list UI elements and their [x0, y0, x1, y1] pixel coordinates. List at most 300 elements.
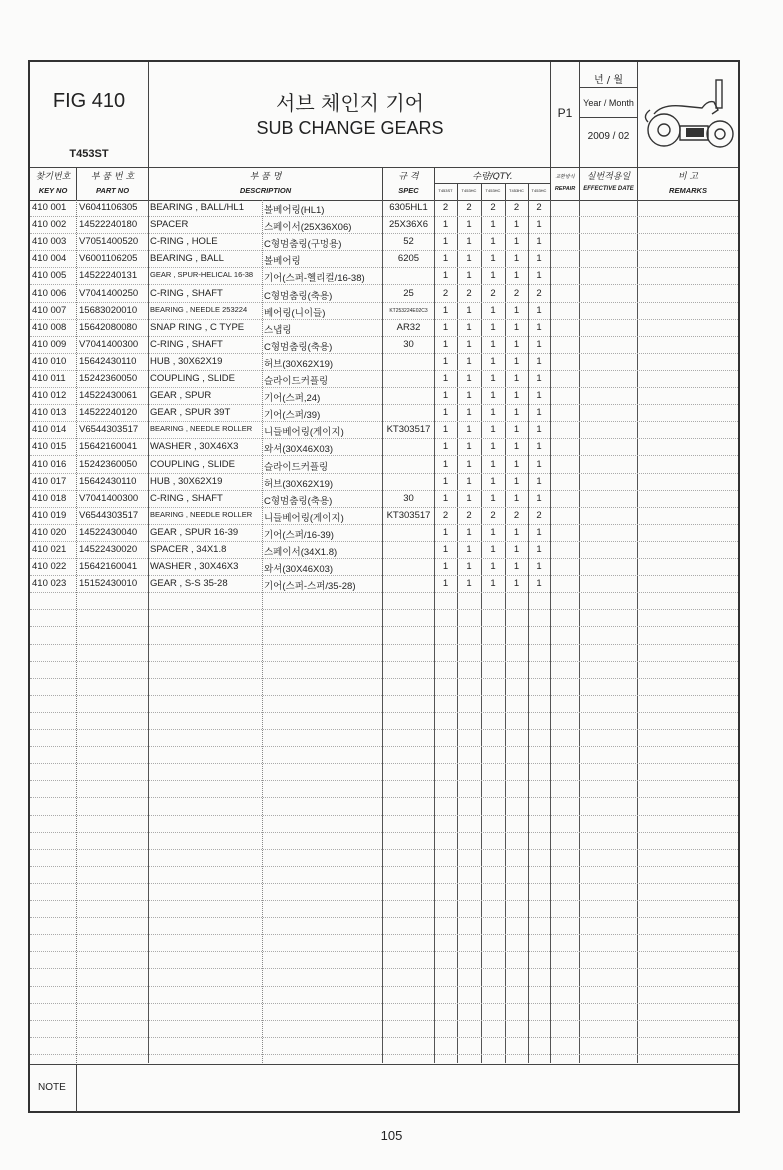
table-row [30, 593, 738, 610]
figure-number: FIG 410 [52, 90, 126, 112]
qty-value: 1 [490, 321, 496, 333]
part-no-header-ko: 부 품 번 호 [90, 172, 135, 182]
description-ko: 허브(30X62X19) [264, 358, 334, 370]
qty-value: 1 [513, 253, 520, 265]
qty-value: 1 [536, 526, 542, 538]
table-row [30, 730, 738, 747]
qty-value: 1 [490, 441, 496, 453]
table-row [30, 576, 738, 593]
qty-value: 1 [490, 578, 496, 590]
table-row [30, 559, 738, 576]
table-row [30, 405, 738, 422]
spec: AR32 [396, 321, 421, 333]
description-ko: 와셔(30X46X03) [264, 564, 334, 576]
table-row [30, 884, 738, 901]
qty-value: 1 [442, 321, 449, 333]
repair-header: REPAIR [554, 186, 576, 192]
qty-value: 1 [466, 373, 472, 384]
table-row [30, 354, 738, 371]
qty-value: 1 [536, 304, 542, 316]
qty-model-2: T453HC [461, 188, 477, 193]
qty-value: 2 [513, 509, 520, 521]
qty-value: 1 [490, 544, 496, 555]
key-no: 410 016 [32, 458, 67, 470]
description-en: GEAR , SPUR [150, 390, 212, 402]
table-row [30, 439, 738, 456]
qty-value: 1 [490, 492, 496, 504]
description-en: SPACER , 34X1.8 [150, 544, 227, 555]
table-row [30, 987, 738, 1004]
qty-value: 1 [442, 253, 449, 265]
qty-value: 1 [536, 236, 542, 248]
part-no: V7041400300 [79, 338, 139, 350]
description-ko: 니들베어링(게이지) [264, 512, 344, 524]
description-header: DESCRIPTION [239, 186, 292, 195]
part-no: V7051400520 [79, 236, 139, 248]
description-en: WASHER , 30X46X3 [150, 441, 239, 453]
qty-value: 1 [442, 304, 449, 316]
qty-value: 2 [513, 202, 520, 213]
effective-date-header: EFFECTIVE DATE [583, 186, 634, 192]
table-row [30, 200, 738, 217]
key-no: 410 022 [32, 561, 67, 573]
part-no: V6041106305 [79, 202, 138, 213]
qty-value: 1 [536, 424, 542, 436]
qty-value: 1 [490, 458, 496, 470]
description-en: GEAR , SPUR-HELICAL 16-38 [150, 270, 254, 280]
table-row [30, 268, 738, 285]
qty-value: 1 [536, 390, 542, 402]
key-no: 410 007 [32, 304, 67, 316]
qty-value: 1 [513, 561, 520, 573]
description-en: BEARING , NEEDLE 253224 [150, 304, 248, 314]
sheet-header [30, 62, 738, 168]
spec: 52 [403, 236, 414, 248]
qty-header: 수량/QTY. [472, 172, 513, 182]
qty-value: 1 [513, 304, 520, 316]
parts-sheet [28, 60, 740, 1113]
description-en: COUPLING , SLIDE [150, 373, 235, 384]
qty-value: 1 [442, 390, 449, 402]
table-row [30, 867, 738, 884]
qty-value: 1 [490, 373, 496, 384]
description-en: C-RING , SHAFT [150, 338, 223, 350]
qty-value: 1 [490, 338, 496, 350]
qty-value: 2 [536, 287, 542, 299]
qty-value: 1 [442, 424, 449, 436]
key-no: 410 013 [32, 407, 67, 419]
qty-value: 1 [442, 458, 449, 470]
description-en: BEARING , BALL/HL1 [150, 202, 244, 213]
description-ko: 스냅링 [264, 324, 292, 336]
qty-value: 1 [442, 526, 449, 538]
table-row [30, 337, 738, 354]
table-row [30, 696, 738, 713]
qty-value: 1 [536, 407, 542, 419]
part-no: 14522430061 [79, 390, 138, 402]
key-no: 410 018 [32, 492, 67, 504]
table-row [30, 713, 738, 730]
qty-value: 1 [513, 373, 520, 384]
qty-value: 1 [466, 390, 472, 402]
table-row [30, 371, 738, 388]
key-no: 410 005 [32, 270, 67, 282]
title-english: SUB CHANGE GEARS [256, 118, 444, 138]
qty-value: 1 [466, 219, 472, 231]
spec: 30 [403, 338, 414, 350]
qty-value: 1 [442, 373, 449, 384]
description-ko: 슬라이드커플링 [264, 461, 329, 473]
qty-value: 1 [513, 424, 520, 436]
qty-value: 1 [466, 321, 472, 333]
qty-value: 1 [513, 355, 520, 367]
qty-value: 1 [536, 373, 542, 384]
qty-value: 1 [466, 526, 472, 538]
table-row [30, 747, 738, 764]
table-row [30, 1004, 738, 1021]
table-row [30, 628, 738, 645]
qty-value: 1 [490, 390, 496, 402]
part-no-header: PART NO [95, 186, 130, 195]
page-code: P1 [557, 106, 573, 120]
qty-value: 1 [442, 475, 449, 487]
part-no: 15683020010 [79, 304, 138, 316]
column-headers [30, 167, 738, 201]
spec-header-ko: 규 격 [398, 172, 419, 182]
description-ko: 니들베어링(게이지) [264, 427, 344, 439]
table-row [30, 508, 738, 525]
qty-value: 1 [466, 270, 472, 282]
description-en: HUB , 30X62X19 [150, 475, 223, 487]
title-korean: 서브 체인지 기어 [276, 91, 424, 115]
table-row [30, 422, 738, 439]
remarks-header: REMARKS [669, 186, 707, 195]
key-no-header: KEY NO [38, 186, 68, 195]
qty-value: 1 [442, 441, 449, 453]
qty-value: 1 [536, 441, 542, 453]
qty-value: 1 [466, 544, 472, 555]
qty-value: 1 [466, 561, 472, 573]
qty-value: 1 [442, 578, 449, 590]
description-ko: 볼베어링 [264, 256, 301, 268]
qty-value: 1 [490, 424, 496, 436]
qty-value: 2 [536, 509, 542, 521]
qty-value: 1 [513, 578, 520, 590]
description-en: GEAR , S-S 35-28 [150, 578, 228, 590]
part-no: 15642160041 [79, 561, 138, 573]
key-no: 410 020 [32, 526, 67, 538]
part-no: 14522240180 [79, 219, 138, 231]
qty-value: 1 [442, 561, 449, 573]
table-row [30, 610, 738, 627]
qty-value: 1 [490, 407, 496, 419]
key-no-header-ko: 찾기번호 [35, 172, 71, 182]
description-ko: 베어링(니이들) [264, 307, 326, 319]
qty-value: 1 [536, 355, 542, 367]
table-row [30, 320, 738, 337]
description-en: COUPLING , SLIDE [150, 458, 235, 470]
part-no: 15642160041 [79, 441, 138, 453]
description-en: BEARING , NEEDLE ROLLER [150, 509, 253, 519]
qty-value: 2 [442, 509, 449, 521]
part-no: V6544303517 [79, 509, 139, 521]
qty-value: 1 [442, 270, 449, 282]
qty-value: 1 [490, 219, 496, 231]
part-no: V7041400250 [79, 287, 139, 299]
table-row [30, 918, 738, 935]
part-no: 15642430110 [79, 475, 137, 487]
description-ko: C형멈춤링(축용) [264, 341, 333, 353]
table-row [30, 679, 738, 696]
key-no: 410 001 [32, 202, 67, 213]
key-no: 410 010 [32, 355, 67, 367]
qty-value: 1 [442, 544, 449, 555]
key-no: 410 006 [32, 287, 67, 299]
qty-value: 2 [442, 287, 449, 299]
tractor-icon [642, 70, 734, 158]
qty-value: 2 [466, 202, 472, 213]
qty-value: 1 [490, 304, 496, 316]
qty-value: 2 [466, 287, 472, 299]
qty-model-4: T453HC [509, 188, 524, 193]
part-no: 15152430010 [79, 578, 138, 590]
spec: 6205 [397, 253, 420, 265]
key-no: 410 011 [32, 373, 66, 384]
qty-value: 1 [536, 578, 542, 590]
description-en: HUB , 30X62X19 [150, 355, 223, 367]
table-row [30, 474, 738, 491]
qty-value: 1 [466, 578, 472, 590]
description-ko: 기어(스퍼/39) [264, 410, 321, 422]
repair-header-ko: 교환방식 [555, 174, 575, 180]
table-row [30, 542, 738, 559]
qty-value: 1 [536, 321, 542, 333]
part-no: 14522240131 [79, 270, 138, 282]
table-row [30, 234, 738, 251]
description-ko: C형멈춤링(축용) [264, 290, 333, 302]
description-en: C-RING , SHAFT [150, 287, 223, 299]
table-row [30, 970, 738, 987]
table-row [30, 251, 738, 268]
qty-value: 1 [442, 219, 449, 231]
spec: 6305HL1 [389, 202, 428, 213]
page-number: 105 [380, 1128, 403, 1143]
qty-value: 2 [466, 509, 472, 521]
part-no: 15242360050 [79, 458, 138, 470]
qty-value: 1 [466, 304, 472, 316]
qty-value: 1 [513, 236, 520, 248]
qty-value: 1 [513, 458, 520, 470]
description-ko: 허브(30X62X19) [264, 478, 334, 490]
qty-value: 2 [490, 287, 496, 299]
table-row [30, 662, 738, 679]
qty-value: 1 [513, 338, 520, 350]
table-row [30, 764, 738, 781]
table-row [30, 286, 738, 303]
part-no: V6544303517 [79, 424, 139, 436]
spec-header: SPEC [398, 186, 419, 195]
description-en: GEAR , SPUR 39T [150, 407, 231, 419]
part-no: V7041400300 [79, 492, 139, 504]
part-no: 14522240120 [79, 407, 138, 419]
qty-value: 1 [536, 219, 542, 231]
qty-value: 1 [442, 338, 449, 350]
key-no: 410 003 [32, 236, 67, 248]
part-no: 14522430040 [79, 526, 138, 538]
description-en: C-RING , SHAFT [150, 492, 223, 504]
table-row [30, 935, 738, 952]
table-row [30, 850, 738, 867]
table-row [30, 645, 738, 662]
key-no: 410 012 [32, 390, 67, 402]
table-row [30, 1038, 738, 1055]
year-month-en: Year / Month [583, 98, 634, 108]
description-ko: 기어(스퍼,24) [264, 393, 321, 405]
key-no: 410 019 [32, 509, 67, 521]
part-no: 15642080080 [79, 321, 138, 333]
part-no: 15642430110 [79, 355, 137, 367]
qty-value: 1 [490, 561, 496, 573]
qty-value: 2 [490, 509, 496, 521]
description-en: GEAR , SPUR 16-39 [150, 526, 239, 538]
qty-value: 1 [513, 441, 520, 453]
qty-value: 1 [513, 407, 520, 419]
qty-model-5: T453HC [531, 188, 547, 193]
issue-date: 2009 / 02 [587, 131, 630, 142]
description-en: C-RING , HOLE [150, 236, 218, 248]
table-row [30, 781, 738, 798]
description-ko: 스페이서(25X36X06) [264, 222, 352, 234]
qty-model-1: T453ST [438, 188, 453, 193]
qty-value: 1 [466, 492, 472, 504]
qty-value: 2 [442, 202, 449, 213]
description-ko: 기어(스퍼-스퍼/35-28) [264, 581, 356, 593]
description-ko: 볼베어링(HL1) [264, 205, 325, 216]
remarks-header-ko: 비 고 [677, 172, 699, 182]
part-no: V6001106205 [79, 253, 138, 265]
qty-value: 1 [490, 355, 496, 367]
qty-value: 1 [536, 253, 542, 265]
qty-value: 1 [490, 236, 496, 248]
qty-value: 1 [513, 270, 520, 282]
qty-value: 1 [490, 526, 496, 538]
key-no: 410 021 [32, 544, 67, 555]
key-no: 410 004 [32, 253, 67, 265]
qty-value: 1 [442, 492, 449, 504]
table-row [30, 1021, 738, 1038]
qty-value: 1 [466, 458, 472, 470]
part-no: 15242360050 [79, 373, 138, 384]
spec: 30 [403, 492, 414, 504]
qty-value: 1 [536, 270, 542, 282]
qty-value: 2 [490, 202, 496, 213]
description-ko: 스페이서(34X1.8) [264, 547, 338, 558]
qty-value: 1 [466, 441, 472, 453]
qty-value: 1 [442, 407, 449, 419]
qty-value: 1 [536, 492, 542, 504]
description-en: WASHER , 30X46X3 [150, 561, 239, 573]
key-no: 410 023 [32, 578, 67, 590]
qty-value: 2 [536, 202, 542, 213]
key-no: 410 017 [32, 475, 67, 487]
year-month-ko: 년 / 월 [593, 75, 624, 86]
qty-value: 1 [536, 338, 542, 350]
qty-value: 1 [513, 219, 520, 231]
table-row [30, 303, 738, 320]
description-ko: 기어(스퍼-헬리컬/16-38) [264, 273, 365, 285]
part-no: 14522430020 [79, 544, 138, 555]
parts-table-body [30, 200, 738, 1063]
qty-value: 1 [513, 390, 520, 402]
description-ko: 슬라이드커플링 [264, 376, 329, 387]
effective-date-header-ko: 실번적용일 [586, 172, 631, 182]
qty-value: 1 [513, 544, 520, 555]
model-code: T453ST [69, 148, 109, 160]
key-no: 410 014 [32, 424, 67, 436]
spec: KT303517 [386, 424, 431, 436]
description-ko: C형멈춤링(축용) [264, 495, 333, 507]
table-row [30, 952, 738, 969]
qty-value: 1 [466, 407, 472, 419]
table-row [30, 816, 738, 833]
qty-value: 1 [536, 561, 542, 573]
spec: 25X36X6 [388, 219, 429, 231]
qty-value: 1 [466, 475, 472, 487]
note-section [30, 1064, 738, 1112]
description-en: SNAP RING , C TYPE [150, 321, 245, 333]
qty-value: 1 [466, 424, 472, 436]
qty-value: 2 [513, 287, 520, 299]
qty-value: 1 [442, 355, 449, 367]
spec: 25 [403, 287, 414, 299]
spec: KT253224E02C3 [389, 307, 428, 314]
qty-value: 1 [442, 236, 449, 248]
description-en: BEARING , BALL [150, 253, 224, 265]
description-en: SPACER [150, 219, 189, 231]
qty-value: 1 [513, 475, 520, 487]
qty-value: 1 [490, 475, 496, 487]
qty-value: 1 [466, 355, 472, 367]
qty-value: 1 [466, 338, 472, 350]
qty-value: 1 [466, 253, 472, 265]
key-no: 410 002 [32, 219, 67, 231]
table-row [30, 901, 738, 918]
description-header-ko: 부 품 명 [249, 172, 282, 182]
table-row [30, 833, 738, 850]
description-ko: C형멈춤링(구멍용) [264, 239, 342, 251]
table-row [30, 457, 738, 474]
qty-value: 1 [513, 526, 520, 538]
qty-value: 1 [536, 544, 542, 555]
description-en: BEARING , NEEDLE ROLLER [150, 424, 253, 434]
table-row [30, 799, 738, 816]
qty-value: 1 [536, 475, 542, 487]
key-no: 410 015 [32, 441, 67, 453]
table-row [30, 525, 738, 542]
key-no: 410 008 [32, 321, 67, 333]
table-row [30, 388, 738, 405]
description-ko: 와셔(30X46X03) [264, 444, 334, 456]
qty-model-3: T453HC [485, 188, 501, 193]
qty-value: 1 [490, 253, 496, 265]
description-ko: 기어(스퍼/16-39) [264, 529, 334, 541]
qty-value: 1 [513, 492, 520, 504]
qty-value: 1 [466, 236, 472, 248]
note-label: NOTE [38, 1082, 66, 1093]
table-row [30, 491, 738, 508]
spec: KT303517 [386, 509, 431, 521]
table-row [30, 217, 738, 234]
